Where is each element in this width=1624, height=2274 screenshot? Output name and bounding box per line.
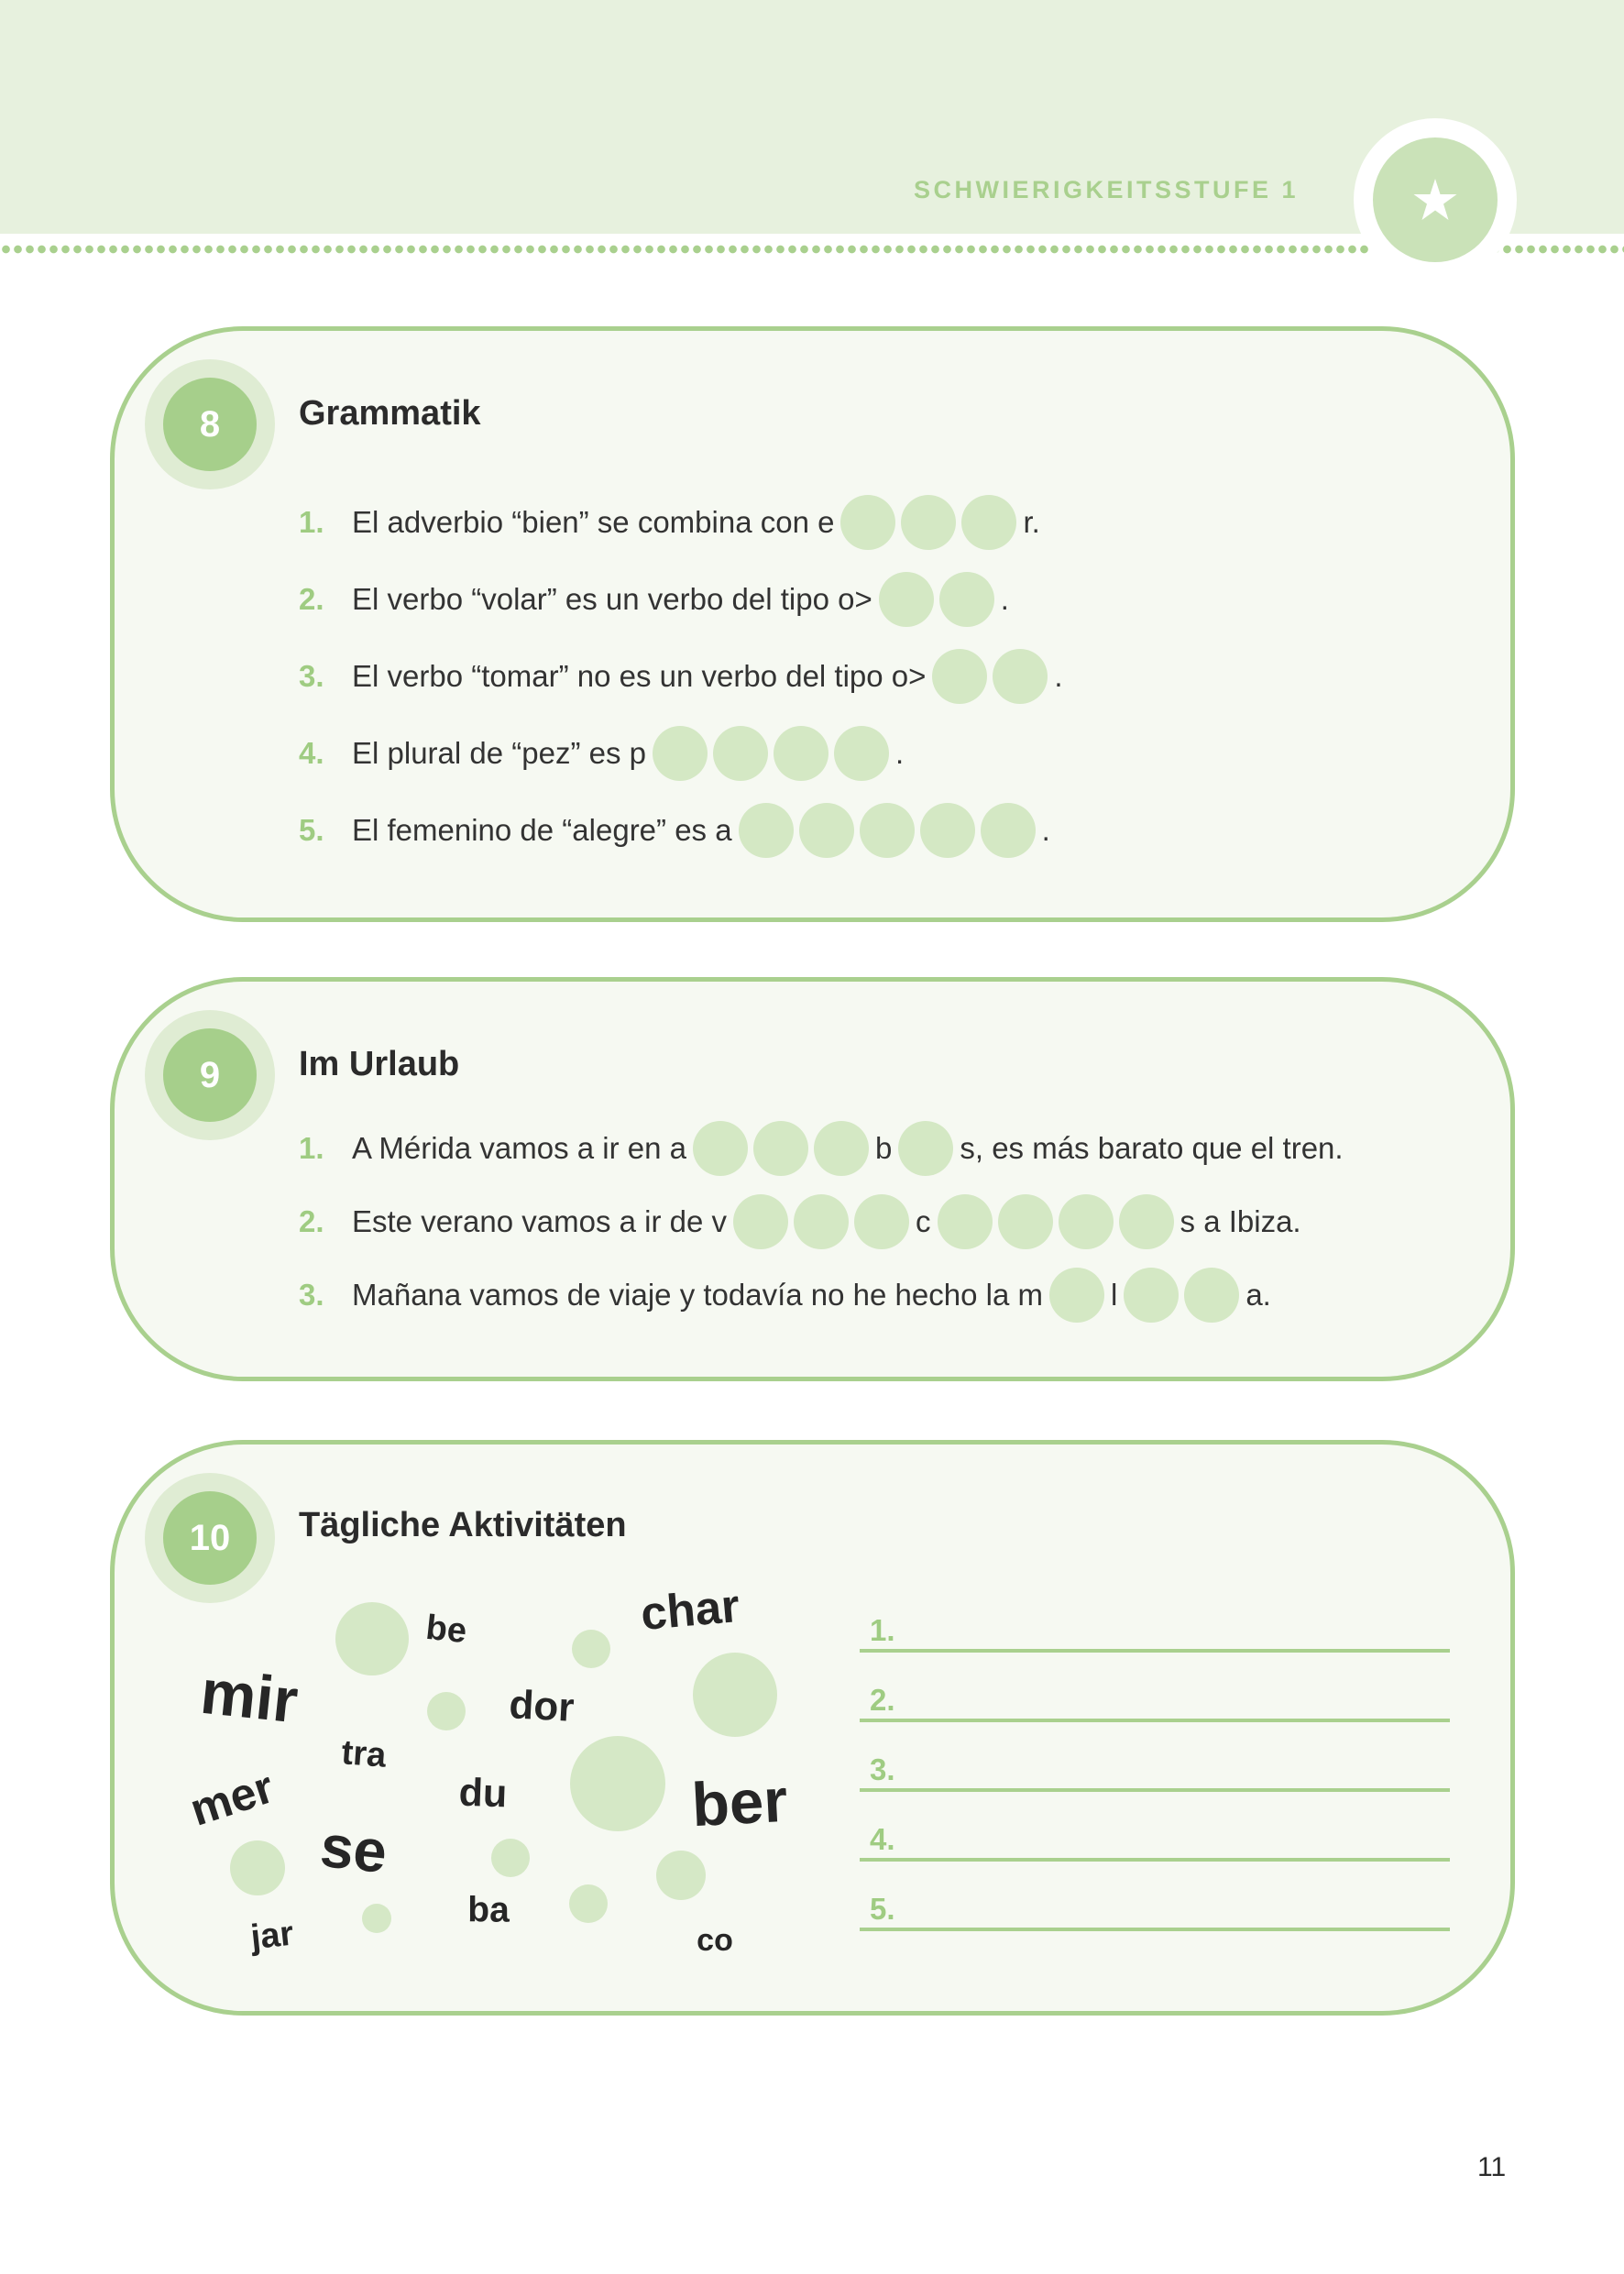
answer-number: 3.: [870, 1752, 895, 1786]
exercise-card-9: [110, 977, 1515, 1381]
sentence-fragment: El adverbio “bien” se combina con e: [352, 505, 835, 539]
item-sentence: [352, 649, 1063, 704]
sentence-fragment: l: [1110, 1278, 1118, 1312]
exercise-item: [299, 1268, 1474, 1323]
sentence-fragment: r.: [1023, 505, 1040, 539]
letter-blanks: [733, 1194, 909, 1249]
blank-letter-circle: [998, 1194, 1053, 1249]
blank-letter-circle: [879, 572, 934, 627]
item-number: 4.: [299, 736, 324, 770]
syllable: du: [457, 1770, 509, 1817]
decorative-dot: [427, 1692, 466, 1730]
blank-letter-circle: [932, 649, 987, 704]
letter-blanks: [898, 1121, 953, 1176]
exercise-title: Grammatik: [299, 394, 481, 433]
sentence-fragment: El femenino de “alegre” es a: [352, 813, 732, 847]
letter-blanks: [1049, 1268, 1104, 1323]
letter-blanks: [879, 572, 994, 627]
blank-letter-circle: [653, 726, 708, 781]
blank-letter-circle: [799, 803, 854, 858]
item-number: 3.: [299, 1278, 324, 1312]
blank-letter-circle: [1059, 1194, 1114, 1249]
exercise-number-badge: [145, 1473, 275, 1603]
sentence-fragment: a.: [1245, 1278, 1271, 1312]
decorative-dot: [656, 1851, 706, 1900]
item-sentence: [352, 726, 904, 781]
exercise-title: Tägliche Aktivitäten: [299, 1506, 627, 1544]
answer-line: [860, 1673, 1450, 1722]
sentence-fragment: c: [916, 1204, 931, 1238]
sentence-fragment: s a Ibiza.: [1180, 1204, 1301, 1238]
blank-letter-circle: [901, 495, 956, 550]
blank-letter-circle: [981, 803, 1036, 858]
decorative-dot: [569, 1884, 608, 1923]
exercise-card-8: [110, 326, 1515, 922]
answer-line: [860, 1812, 1450, 1862]
sentence-fragment: .: [1054, 659, 1063, 693]
answer-line: [860, 1742, 1450, 1792]
blank-letter-circle: [814, 1121, 869, 1176]
item-number: 2.: [299, 582, 324, 616]
item-sentence: [352, 1121, 1344, 1176]
item-number: 3.: [299, 659, 324, 693]
sentence-fragment: El verbo “tomar” no es un verbo del tipo o>: [352, 659, 927, 693]
sentence-fragment: s, es más barato que el tren.: [960, 1131, 1344, 1165]
decorative-dot: [693, 1653, 777, 1737]
exercise-card-10: [110, 1440, 1515, 2016]
syllable: ba: [467, 1890, 510, 1930]
item-sentence: [352, 495, 1040, 550]
exercise-item: [299, 495, 1474, 550]
star-icon: [1412, 177, 1458, 223]
sentence-fragment: Este verano vamos a ir de v: [352, 1204, 728, 1238]
blank-letter-circle: [1049, 1268, 1104, 1323]
decorative-dot: [570, 1736, 665, 1831]
blank-letter-circle: [993, 649, 1048, 704]
letter-blanks: [938, 1194, 1174, 1249]
decorative-dot: [491, 1839, 530, 1877]
blank-letter-circle: [898, 1121, 953, 1176]
blank-letter-circle: [733, 1194, 788, 1249]
exercise-number: 10: [163, 1491, 257, 1585]
page-number: 11: [1477, 2152, 1507, 2182]
syllable: jar: [248, 1914, 296, 1958]
blank-letter-circle: [774, 726, 828, 781]
item-sentence: [352, 1268, 1271, 1323]
blank-letter-circle: [1124, 1268, 1179, 1323]
answer-number: 2.: [870, 1683, 895, 1717]
sentence-fragment: .: [1041, 813, 1050, 847]
syllable: tra: [340, 1733, 388, 1775]
blank-letter-circle: [860, 803, 915, 858]
blank-letter-circle: [794, 1194, 849, 1249]
sentence-fragment: b: [875, 1131, 893, 1165]
syllable: co: [697, 1923, 733, 1958]
blank-letter-circle: [753, 1121, 808, 1176]
exercise-number: 9: [163, 1028, 257, 1122]
syllable: be: [423, 1608, 469, 1652]
decorative-dot: [572, 1630, 610, 1668]
blank-letter-circle: [693, 1121, 748, 1176]
difficulty-badge: [1354, 118, 1517, 281]
letter-blanks: [693, 1121, 869, 1176]
item-number: 1.: [299, 505, 324, 539]
decorative-dot: [230, 1840, 285, 1895]
item-sentence: [352, 1194, 1301, 1249]
letter-blanks: [653, 726, 889, 781]
item-number: 1.: [299, 1131, 324, 1165]
syllable: mer: [183, 1761, 280, 1836]
exercise-number: 8: [163, 378, 257, 471]
syllable: char: [638, 1578, 742, 1641]
decorative-dot: [362, 1904, 391, 1933]
letter-blanks: [1124, 1268, 1239, 1323]
difficulty-level-label: SCHWIERIGKEITSSTUFE 1: [914, 176, 1300, 203]
exercise-number-badge: [145, 1010, 275, 1140]
answer-number: 5.: [870, 1892, 895, 1926]
sentence-fragment: .: [1000, 582, 1009, 616]
exercise-item: [299, 649, 1474, 704]
exercise-item: [299, 726, 1474, 781]
exercise-items: [299, 1121, 1474, 1341]
syllable: dor: [508, 1682, 576, 1730]
decorative-dot: [335, 1602, 409, 1675]
answer-line: [860, 1882, 1450, 1931]
item-number: 5.: [299, 813, 324, 847]
blank-letter-circle: [739, 803, 794, 858]
exercise-item: [299, 803, 1474, 858]
syllable: mir: [197, 1656, 302, 1737]
exercise-item: [299, 1121, 1474, 1176]
exercise-item: [299, 572, 1474, 627]
answer-number: 1.: [870, 1613, 895, 1647]
badge-circle: [1373, 137, 1498, 262]
item-sentence: [352, 803, 1050, 858]
sentence-fragment: .: [895, 736, 905, 770]
blank-letter-circle: [920, 803, 975, 858]
answer-line: [860, 1603, 1450, 1653]
sentence-fragment: Mañana vamos de viaje y todavía no he hecho la m: [352, 1278, 1043, 1312]
exercise-item: [299, 1194, 1474, 1249]
letter-blanks: [840, 495, 1016, 550]
answer-number: 4.: [870, 1822, 895, 1856]
blank-letter-circle: [840, 495, 895, 550]
sentence-fragment: El plural de “pez” es p: [352, 736, 646, 770]
letter-blanks: [739, 803, 1036, 858]
exercise-items: [299, 495, 1474, 880]
blank-letter-circle: [1184, 1268, 1239, 1323]
blank-letter-circle: [834, 726, 889, 781]
blank-letter-circle: [961, 495, 1016, 550]
sentence-fragment: El verbo “volar” es un verbo del tipo o>: [352, 582, 872, 616]
exercise-number-badge: [145, 359, 275, 489]
letter-blanks: [932, 649, 1048, 704]
blank-letter-circle: [938, 1194, 993, 1249]
blank-letter-circle: [1119, 1194, 1174, 1249]
item-sentence: [352, 572, 1009, 627]
exercise-title: Im Urlaub: [299, 1045, 460, 1083]
blank-letter-circle: [854, 1194, 909, 1249]
blank-letter-circle: [939, 572, 994, 627]
syllable: se: [317, 1811, 390, 1886]
sentence-fragment: A Mérida vamos a ir en a: [352, 1131, 686, 1165]
item-number: 2.: [299, 1204, 324, 1238]
syllable: ber: [689, 1765, 790, 1840]
blank-letter-circle: [713, 726, 768, 781]
